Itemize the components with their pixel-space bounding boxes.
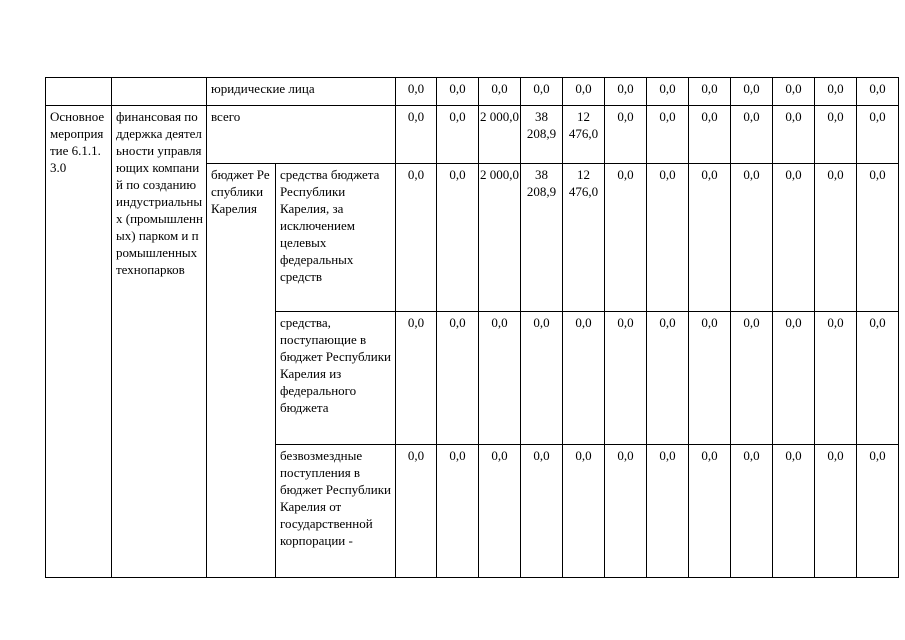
value-cell: 0,0	[479, 445, 521, 578]
value-cell: 0,0	[857, 312, 899, 445]
value-cell: 0,0	[731, 312, 773, 445]
value-cell: 0,0	[689, 78, 731, 106]
value-cell: 0,0	[731, 78, 773, 106]
value-cell: 0,0	[437, 78, 479, 106]
value-cell: 0,0	[521, 445, 563, 578]
budget-table	[45, 77, 899, 578]
value-cell: 0,0	[605, 78, 647, 106]
value-cell: 0,0	[605, 164, 647, 312]
value-cell: 0,0	[689, 106, 731, 164]
value-cell: 0,0	[689, 164, 731, 312]
value-cell: 2 000,0	[479, 164, 521, 312]
table-row-total	[46, 106, 899, 164]
value-cell: 0,0	[563, 312, 605, 445]
value-cell: 0,0	[647, 106, 689, 164]
value-cell: 0,0	[396, 445, 437, 578]
value-cell: 0,0	[857, 445, 899, 578]
value-cell: 0,0	[437, 312, 479, 445]
value-cell: 0,0	[773, 106, 815, 164]
event-code-cell: Основное мероприятие 6.1.1.3.0	[46, 106, 112, 578]
value-cell: 0,0	[479, 312, 521, 445]
value-cell: 0,0	[815, 445, 857, 578]
value-cell: 0,0	[815, 164, 857, 312]
value-cell: 0,0	[396, 106, 437, 164]
row-label: всего	[207, 106, 396, 164]
value-cell: 0,0	[731, 445, 773, 578]
value-cell: 0,0	[773, 164, 815, 312]
value-cell: 0,0	[815, 106, 857, 164]
value-cell: 0,0	[521, 78, 563, 106]
event-description-cell: финансовая поддержка деятельности управляющих компаний по созданию индустриальных (промышленных) парком и промышленных технопарков	[112, 106, 207, 578]
value-cell: 0,0	[437, 445, 479, 578]
value-cell: 0,0	[437, 164, 479, 312]
value-cell: 0,0	[563, 445, 605, 578]
value-cell: 0,0	[647, 78, 689, 106]
table-body	[46, 78, 899, 578]
value-cell: 0,0	[857, 78, 899, 106]
value-cell: 2 000,0	[479, 106, 521, 164]
value-cell: 0,0	[689, 445, 731, 578]
value-cell: 0,0	[731, 164, 773, 312]
value-cell: 38 208,9	[521, 106, 563, 164]
value-cell: 0,0	[647, 445, 689, 578]
value-cell: 0,0	[815, 78, 857, 106]
table-row-legal-entities	[46, 78, 899, 106]
row-label: средства бюджета Республики Карелия, за исключением целевых федеральных средств	[276, 164, 396, 312]
empty-cell	[46, 78, 112, 106]
value-cell: 0,0	[396, 78, 437, 106]
row-label: безвозмездные поступления в бюджет Республики Карелия от государственной корпорации -	[276, 445, 396, 578]
value-cell: 0,0	[857, 164, 899, 312]
value-cell: 12 476,0	[563, 164, 605, 312]
value-cell: 0,0	[479, 78, 521, 106]
value-cell: 0,0	[647, 164, 689, 312]
value-cell: 0,0	[563, 78, 605, 106]
value-cell: 0,0	[396, 164, 437, 312]
value-cell: 0,0	[521, 312, 563, 445]
value-cell: 0,0	[773, 78, 815, 106]
value-cell: 0,0	[396, 312, 437, 445]
value-cell: 0,0	[773, 445, 815, 578]
value-cell: 0,0	[605, 106, 647, 164]
value-cell: 38 208,9	[521, 164, 563, 312]
value-cell: 0,0	[689, 312, 731, 445]
value-cell: 0,0	[773, 312, 815, 445]
value-cell: 12 476,0	[563, 106, 605, 164]
empty-cell	[112, 78, 207, 106]
row-label: юридические лица	[207, 78, 396, 106]
value-cell: 0,0	[647, 312, 689, 445]
value-cell: 0,0	[437, 106, 479, 164]
row-label: средства, поступающие в бюджет Республики Карелия из федерального бюджета	[276, 312, 396, 445]
value-cell: 0,0	[731, 106, 773, 164]
value-cell: 0,0	[605, 445, 647, 578]
value-cell: 0,0	[857, 106, 899, 164]
value-cell: 0,0	[605, 312, 647, 445]
budget-group-cell: бюджет Республики Карелия	[207, 164, 276, 578]
value-cell: 0,0	[815, 312, 857, 445]
